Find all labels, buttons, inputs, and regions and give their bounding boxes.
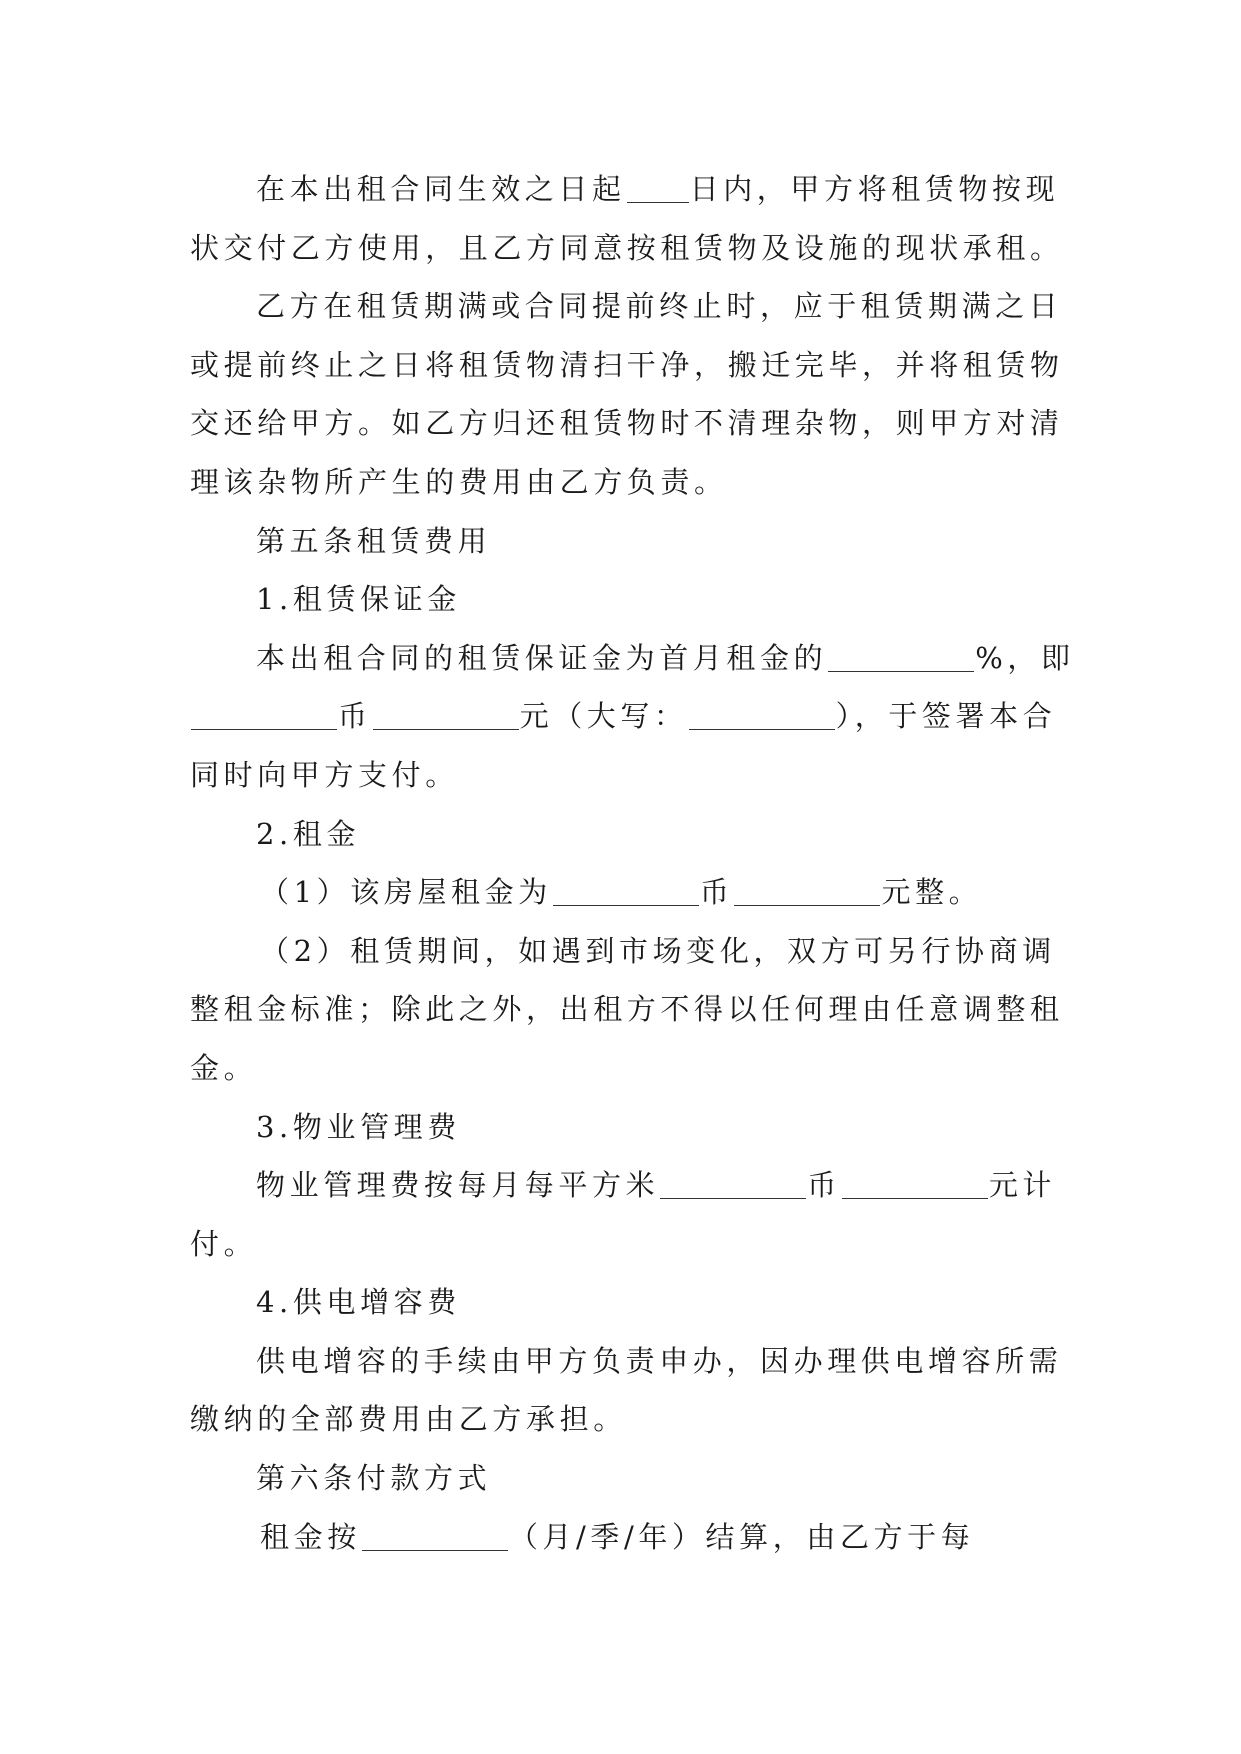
- paragraph-line: [190, 629, 1075, 688]
- paragraph-line: 同时向甲方支付。: [190, 757, 459, 792]
- paragraph-line: 付。: [190, 1226, 258, 1261]
- text-segment: 租金按: [260, 1519, 361, 1554]
- fill-blank: [627, 168, 689, 203]
- fill-blank: [842, 1164, 988, 1199]
- text-segment: 在本出租合同生效之日起: [256, 172, 626, 206]
- fill-blank: [734, 871, 880, 906]
- article-heading: 第六条付款方式: [256, 1461, 492, 1496]
- text-segment: 元计: [988, 1168, 1057, 1203]
- paragraph-line: 理该杂物所产生的费用由乙方负责。: [190, 464, 728, 499]
- text-segment: 物业管理费按每月每平方米: [256, 1168, 660, 1203]
- paragraph-line: 金。: [190, 1050, 258, 1085]
- paragraph-line: 缴纳的全部费用由乙方承担。: [190, 1402, 627, 1437]
- text-segment: （月/季/年）结算，由乙方于每: [508, 1519, 975, 1554]
- section-heading: 4.供电增容费: [256, 1285, 461, 1320]
- section-heading: 3.物业管理费: [256, 1109, 461, 1144]
- fill-blank: [373, 695, 519, 730]
- text-segment: 元整。: [881, 875, 983, 910]
- text-segment: 本出租合同的租赁保证金为首月租金的: [256, 640, 828, 675]
- paragraph-line: （2）租赁期间，如遇到市场变化，双方可另行协商调: [260, 933, 1056, 968]
- fill-blank: [553, 871, 699, 906]
- text-segment: 币: [699, 875, 734, 910]
- text-segment: （1）该房屋租金为: [260, 875, 552, 910]
- paragraph-line: 状交付乙方使用，且乙方同意按租赁物及设施的现状承租。: [190, 230, 1064, 265]
- paragraph-line: [190, 1156, 1055, 1215]
- text-segment: 币: [338, 699, 372, 734]
- paragraph-line: 供电增容的手续由甲方负责申办，因办理供电增容所需: [256, 1343, 1063, 1378]
- paragraph-line: [190, 687, 1055, 746]
- fill-blank: [362, 1516, 508, 1551]
- paragraph-line: [190, 160, 1060, 219]
- fill-blank: [689, 695, 835, 730]
- text-segment: %，即: [975, 640, 1075, 675]
- paragraph-line: [190, 863, 1055, 922]
- section-heading: 1.租赁保证金: [256, 582, 461, 617]
- text-segment: ），于签署本合: [835, 699, 1057, 734]
- text-segment: 日内，甲方将租赁物按现: [689, 172, 1060, 206]
- fill-blank: [191, 695, 337, 730]
- fill-blank: [660, 1164, 806, 1199]
- paragraph-line: 整租金标准；除此之外，出租方不得以任何理由任意调整租: [190, 992, 1064, 1027]
- article-heading: 第五条租赁费用: [256, 523, 492, 558]
- fill-blank: [828, 637, 974, 672]
- paragraph-line: 或提前终止之日将租赁物清扫干净，搬迁完毕，并将租赁物: [190, 347, 1064, 382]
- paragraph-line: 乙方在租赁期满或合同提前终止时，应于租赁期满之日: [256, 289, 1063, 324]
- paragraph-line: 交还给甲方。如乙方归还租赁物时不清理杂物，则甲方对清: [190, 406, 1064, 441]
- text-segment: 元（大写：: [519, 699, 688, 734]
- text-segment: 币: [807, 1168, 841, 1203]
- document-body: [190, 160, 1075, 1566]
- paragraph-line: [190, 1508, 1055, 1567]
- section-heading: 2.租金: [256, 816, 361, 851]
